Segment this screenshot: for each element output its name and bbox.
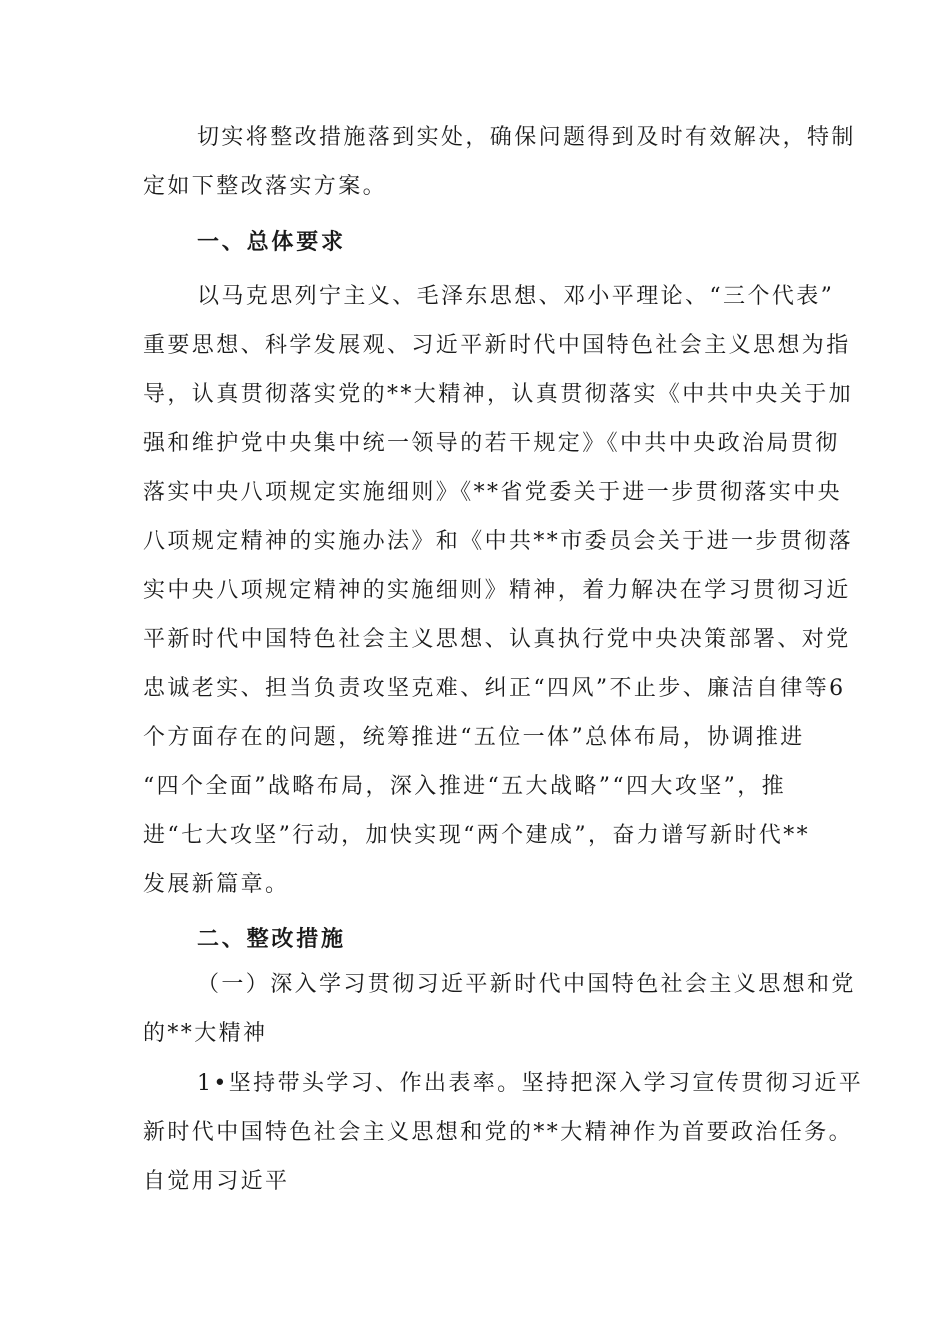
subsection-heading-line: 的**大精神	[143, 1021, 268, 1046]
paragraph-line: 落实中央八项规定实施细则》《**省党委关于进一步贯彻落实中央	[143, 480, 843, 505]
paragraph-line: 强和维护党中央集中统一领导的若干规定》《中共中央政治局贯彻	[143, 431, 840, 456]
paragraph-line: 1•坚持带头学习、作出表率。坚持把深入学习宣传贯彻习近平	[197, 1071, 864, 1096]
paragraph-line: 平新时代中国特色社会主义思想、认真执行党中央决策部署、对党	[143, 627, 851, 652]
subsection-heading-line: （一）深入学习贯彻习近平新时代中国特色社会主义思想和党	[197, 972, 856, 997]
section-heading-general-requirements: 一、总体要求	[197, 230, 346, 255]
paragraph-line: 八项规定精神的实施办法》和《中共**市委员会关于进一步贯彻落	[143, 529, 854, 554]
section-heading-rectification-measures: 二、整改措施	[197, 927, 346, 952]
paragraph-line: 自觉用习近平	[143, 1169, 290, 1194]
paragraph-line: 进“七大攻坚”行动，加快实现“两个建成”，奋力谱写新时代**	[143, 823, 810, 848]
paragraph-line: 以马克思列宁主义、毛泽东思想、邓小平理论、“三个代表”	[197, 284, 835, 309]
paragraph-line: 新时代中国特色社会主义思想和党的**大精神作为首要政治任务。	[143, 1120, 854, 1145]
paragraph-line: 忠诚老实、担当负责攻坚克难、纠正“四风”不止步、廉洁自律等6	[143, 676, 846, 701]
paragraph-line: 定如下整改落实方案。	[143, 174, 388, 199]
paragraph-line: “四个全面”战略布局，深入推进“五大战略”“四大攻坚”，推	[143, 774, 787, 799]
paragraph-line: 重要思想、科学发展观、习近平新时代中国特色社会主义思想为指	[143, 333, 851, 358]
paragraph-line: 发展新篇章。	[143, 872, 290, 897]
paragraph-line: 实中央八项规定精神的实施细则》精神，着力解决在学习贯彻习近	[143, 578, 851, 603]
paragraph-line: 切实将整改措施落到实处，确保问题得到及时有效解决，特制	[197, 125, 856, 150]
paragraph-line: 个方面存在的问题，统筹推进“五位一体”总体布局，协调推进	[143, 725, 805, 750]
paragraph-line: 导，认真贯彻落实党的**大精神，认真贯彻落实《中共中央关于加	[143, 382, 854, 407]
